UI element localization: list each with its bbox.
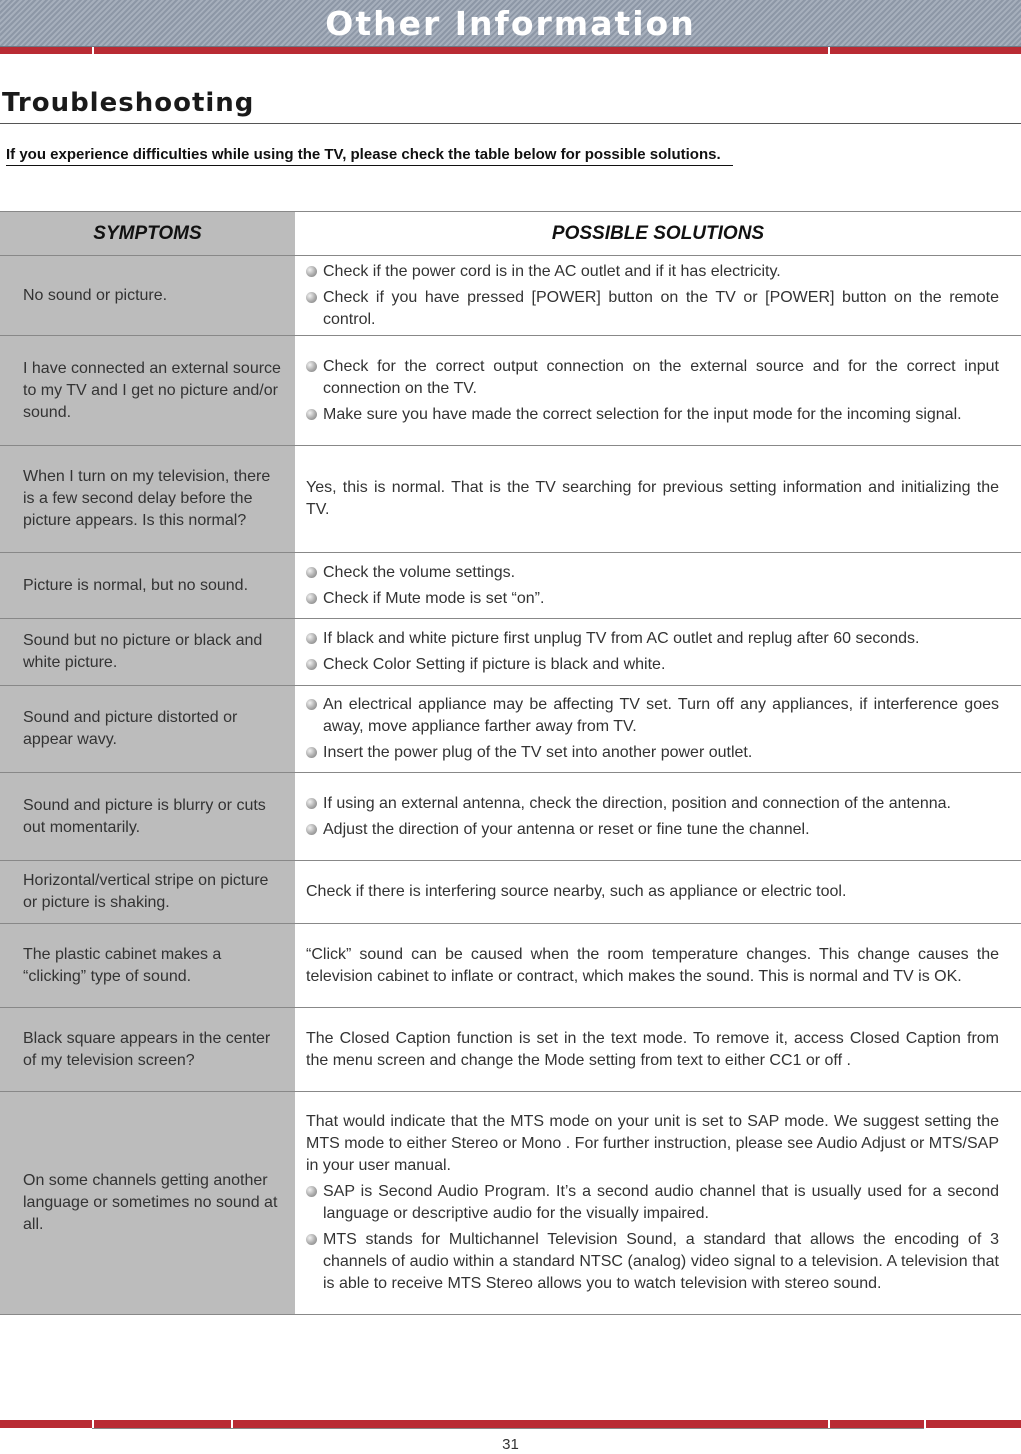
solution-bullet-text: Insert the power plug of the TV set into another power outlet. <box>323 744 753 761</box>
solution-cell <box>295 861 1021 924</box>
bullet-dot-icon <box>306 292 317 303</box>
table-row <box>0 924 1021 1008</box>
bullet-dot-icon <box>306 1234 317 1245</box>
section-title: Troubleshooting <box>2 88 255 118</box>
symptom-cell: No sound or picture. <box>0 256 295 336</box>
solution-bullet <box>306 356 999 400</box>
symptom-cell: The plastic cabinet makes a “clicking” type of sound. <box>0 924 295 1008</box>
solution-bullet-text: Make sure you have made the correct selection for the input mode for the incoming signal. <box>323 405 962 423</box>
bullet-dot-icon <box>306 593 317 604</box>
solution-paragraph: That would indicate that the MTS mode on your unit is set to SAP mode. We suggest setting the MTS mode to either Stereo or Mono . For further instruction, please see Audio Adjust or MTS/SAP in your user manual. <box>306 1113 999 1174</box>
symptom-cell: Sound but no picture or black and white picture. <box>0 619 295 686</box>
solution-bullet-text: An electrical appliance may be affecting TV set. Turn off any appliances, if interference goes away, move appliance farther away from TV. <box>323 696 999 735</box>
footer-bar-divider <box>924 1420 926 1428</box>
troubleshooting-table <box>0 211 1021 1315</box>
solution-paragraph: Yes, this is normal. That is the TV searching for previous setting information and initializing the TV. <box>306 479 999 518</box>
bullet-dot-icon <box>306 633 317 644</box>
solution-bullet-text: SAP is Second Audio Program. It’s a second audio channel that is usually used for a second language or descriptive audio for the visually impaired. <box>323 1183 999 1222</box>
solution-bullet-text: Check if you have pressed [POWER] button on the TV or [POWER] button on the remote control. <box>323 288 999 328</box>
table-row <box>0 773 1021 861</box>
solution-bullet-text: Adjust the direction of your antenna or reset or fine tune the channel. <box>323 820 810 838</box>
solution-bullet-text: Check the volume settings. <box>323 563 516 581</box>
table-row <box>0 686 1021 773</box>
header-bar-divider <box>828 47 830 54</box>
footer-accent-bar <box>0 1420 1021 1428</box>
solution-bullet-text: If black and white picture first unplug TV from AC outlet and replug after 60 seconds. <box>323 630 920 647</box>
bullet-dot-icon <box>306 567 317 578</box>
solution-bullet <box>306 588 999 610</box>
table-row <box>0 1008 1021 1092</box>
header-accent-bar <box>0 47 1021 54</box>
table-row <box>0 1092 1021 1315</box>
symptoms-header: SYMPTOMS <box>0 212 295 256</box>
table-body <box>0 256 1021 1315</box>
symptom-cell: When I turn on my television, there is a few second delay before the picture appears. Is this normal? <box>0 446 295 553</box>
section-title-rule <box>0 123 1021 124</box>
solution-bullet-text: If using an external antenna, check the direction, position and connection of the antenna. <box>323 794 951 812</box>
page-number: 31 <box>502 1436 519 1453</box>
solution-bullet <box>306 694 999 738</box>
bullet-dot-icon <box>306 798 317 809</box>
solution-bullet <box>306 261 999 283</box>
solution-cell <box>295 924 1021 1008</box>
solution-cell <box>295 446 1021 553</box>
intro-text: If you experience difficulties while using the TV, please check the table below for possible solutions. <box>6 145 733 166</box>
solution-bullet <box>306 819 999 841</box>
solution-bullet-text: Check if the power cord is in the AC outlet and if it has electricity. <box>323 262 781 280</box>
solution-cell <box>295 256 1021 336</box>
footer-bar-divider <box>92 1420 94 1428</box>
solution-paragraph: The Closed Caption function is set in the text mode. To remove it, access Closed Caption from the menu screen and change the Mode setting from text to either CC1 or off . <box>306 1029 999 1069</box>
solution-cell <box>295 773 1021 861</box>
solution-bullet <box>306 1229 999 1295</box>
solution-bullet <box>306 628 999 650</box>
table-row <box>0 861 1021 924</box>
solution-bullet <box>306 1181 999 1225</box>
solution-bullet <box>306 742 999 764</box>
symptom-cell: Sound and picture is blurry or cuts out momentarily. <box>0 773 295 861</box>
solution-cell <box>295 336 1021 446</box>
solution-bullet-text: Check if Mute mode is set “on”. <box>323 589 545 607</box>
solution-bullet <box>306 654 999 676</box>
table-row <box>0 553 1021 619</box>
symptom-cell: I have connected an external source to my TV and I get no picture and/or sound. <box>0 336 295 446</box>
bullet-dot-icon <box>306 699 317 710</box>
header-title: Other Information <box>325 4 696 43</box>
solution-bullet-text: Check Color Setting if picture is black and white. <box>323 656 666 673</box>
solution-cell <box>295 553 1021 619</box>
symptom-cell: Black square appears in the center of my television screen? <box>0 1008 295 1092</box>
footer-rule <box>92 1428 924 1429</box>
table-row <box>0 446 1021 553</box>
solution-bullet <box>306 793 999 815</box>
table-row <box>0 336 1021 446</box>
symptom-cell: Sound and picture distorted or appear wavy. <box>0 686 295 773</box>
bullet-dot-icon <box>306 361 317 372</box>
bullet-dot-icon <box>306 747 317 758</box>
symptom-cell: Horizontal/vertical stripe on picture or picture is shaking. <box>0 861 295 924</box>
solution-bullet <box>306 562 999 584</box>
symptom-cell: On some channels getting another language or sometimes no sound at all. <box>0 1092 295 1315</box>
table-row <box>0 619 1021 686</box>
bullet-dot-icon <box>306 1186 317 1197</box>
bullet-dot-icon <box>306 824 317 835</box>
solution-bullet-text: Check for the correct output connection on the external source and for the correct input connection on the TV. <box>323 357 999 397</box>
header-bar-divider <box>92 47 94 54</box>
table-header-row <box>0 212 1021 256</box>
bullet-dot-icon <box>306 409 317 420</box>
footer-bar-divider <box>231 1420 233 1428</box>
solution-bullet <box>306 404 999 426</box>
footer-bar-divider <box>828 1420 830 1428</box>
solution-cell <box>295 1092 1021 1315</box>
solution-paragraph: “Click” sound can be caused when the room temperature changes. This change causes the television cabinet to inflate or contract, which makes the sound. This is normal and TV is OK. <box>306 945 999 985</box>
solutions-header: POSSIBLE SOLUTIONS <box>295 212 1021 256</box>
table-row <box>0 256 1021 336</box>
bullet-dot-icon <box>306 266 317 277</box>
bullet-dot-icon <box>306 659 317 670</box>
solution-bullet <box>306 287 999 331</box>
symptom-cell: Picture is normal, but no sound. <box>0 553 295 619</box>
solution-paragraph: Check if there is interfering source nearby, such as appliance or electric tool. <box>306 883 847 900</box>
solution-bullet-text: MTS stands for Multichannel Television Sound, a standard that allows the encoding of 3 channels of audio within a standard NTSC (analog) video signal to a television. A television that is able to receive MTS Stereo allows you to watch television with stereo sound. <box>323 1231 999 1292</box>
header-banner <box>0 0 1021 47</box>
solution-cell <box>295 686 1021 773</box>
solution-cell <box>295 619 1021 686</box>
solution-cell <box>295 1008 1021 1092</box>
